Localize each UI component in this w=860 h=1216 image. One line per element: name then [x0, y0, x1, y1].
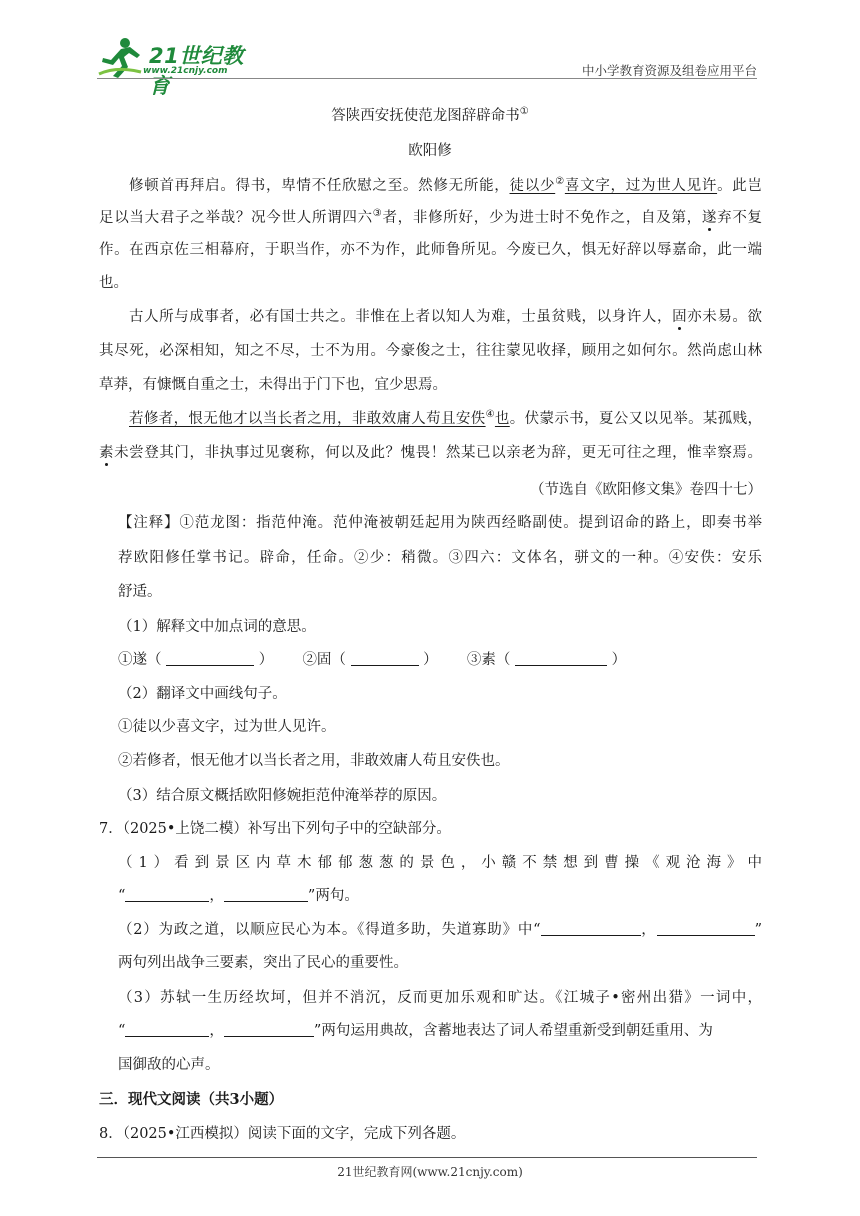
- p1-note-3: ③: [372, 208, 383, 219]
- q1-blank-1[interactable]: [166, 651, 254, 666]
- p1-l2-text-b: 者，非修所好，少为进士时不免作之，自及第，: [382, 210, 702, 226]
- dotted-word-sui: 遂: [701, 210, 718, 226]
- footer-divider: [97, 1157, 757, 1158]
- dotted-word-gu: 固: [672, 309, 688, 325]
- question-2-sentence-2: ②若修者，恨无他才以当长者之用，非敢效庸人苟且安佚也。: [118, 753, 510, 769]
- notes-line-3: 舒适。: [118, 584, 162, 600]
- p3-underline-a: 若修者，恨无他才以当长者之用，非敢效庸人苟且安佚: [129, 411, 486, 427]
- q7-2-comma: ，: [640, 922, 657, 938]
- p3-l2-text: 未尝登其门，非执事过见褒称，何以及此？愧畏！然某已以亲老为辞，更无可往之理，惟幸察焉。: [114, 445, 763, 461]
- title-note: ①: [519, 106, 529, 117]
- q7-1-close: ”两句。: [307, 888, 359, 904]
- question-1-prompt: （1）解释文中加点词的意思。: [118, 619, 316, 635]
- p3-underline-b: 也: [494, 411, 510, 427]
- p2-text-a: 古人所与成事者，必有国士共之。非惟在上者以知人为难，士虽贫贱，以身许人，: [129, 309, 673, 325]
- question-2-prompt: （2）翻译文中画线句子。: [118, 686, 287, 702]
- q7-1-comma: ，: [209, 888, 224, 904]
- p1-underline-a: 徒以少: [509, 178, 556, 194]
- logo: [97, 36, 257, 98]
- header-divider: [97, 78, 757, 79]
- paragraph-3-line-2: [99, 441, 762, 462]
- q7-3-blank-1[interactable]: [125, 1022, 209, 1037]
- q7-2-text: （2）为政之道，以顺应民心为本。《得道多助，失道寡助》中“: [118, 922, 541, 938]
- q7-2-blank-1[interactable]: [541, 921, 641, 936]
- q1-blank-3[interactable]: [515, 651, 607, 666]
- q1-item-1-close: ）: [258, 652, 274, 668]
- q7-2-blank-2[interactable]: [657, 921, 755, 936]
- dotted-word-su: 素: [99, 445, 115, 461]
- logo-text: 21世纪教育: [149, 44, 244, 98]
- q7-2-close: ”: [754, 922, 762, 938]
- q7-part-2-line-2: 两句列出战争三要素，突出了民心的重要性。: [118, 955, 408, 971]
- p2-text-b: 亦未易。欲: [687, 309, 763, 325]
- paragraph-1-line-3: 作。在西京佐三相幕府，于职当作，亦不为作，此师鲁所见。今废已久，惧无好辞以辱嘉命，此一端: [99, 242, 762, 258]
- q7-part-3-line-2: [118, 1019, 713, 1040]
- q7-1-open-quote: “: [118, 888, 126, 904]
- p3-text-c: 。伏蒙示书，夏公又以见举。某孤贱，: [509, 411, 763, 427]
- p1-note-2: ②: [555, 176, 565, 187]
- p1-l2-text-a: 足以当大君子之举哉？况今世人所谓四六: [99, 210, 373, 226]
- q7-part-3-line-3: 国御敌的心声。: [118, 1057, 220, 1073]
- q7-part-3-line-1: （3）苏轼一生历经坎坷，但并不消沉，反而更加乐观和旷达。《江城子•密州出猎》一词中，: [118, 990, 762, 1006]
- q1-item-2-close: ）: [423, 652, 438, 668]
- paragraph-2-line-3: 草莽，有慷慨自重之士，未得出于门下也，宜少思焉。: [99, 377, 447, 393]
- q7-part-1-line-1: （1）看到景区内草木郁郁葱葱的景色，小赣不禁想到曹操《观沧海》中: [118, 855, 762, 871]
- q7-1-blank-1[interactable]: [125, 887, 209, 902]
- q7-1-blank-2[interactable]: [224, 887, 308, 902]
- source-citation: （节选自《欧阳修文集》卷四十七）: [530, 482, 762, 498]
- q7-3-blank-2[interactable]: [224, 1022, 314, 1037]
- footer-text: 21世纪教育网(www.21cnjy.com): [337, 1165, 523, 1179]
- q1-item-2-label: ②固（: [302, 652, 346, 668]
- q1-item-3-close: ）: [611, 652, 627, 668]
- question-2-sentence-1: ①徒以少喜文字，过为世人见许。: [118, 719, 336, 735]
- notes-line-2: 荐欧阳修任掌书记。辟命，任命。②少：稍微。③四六：文体名，骈文的一种。④安佚：安乐: [118, 550, 762, 566]
- question-7-heading: 7．（2025•上饶二模）补写出下列句子中的空缺部分。: [99, 821, 451, 837]
- paragraph-1-line-1: [99, 174, 762, 195]
- title-text: 答陕西安抚使范龙图辞辟命书: [331, 108, 520, 124]
- p1-underline-b: 喜文字，过为世人见许: [564, 178, 718, 194]
- q1-item-3-label: ③素（: [466, 652, 511, 668]
- q7-3-close: ”两句运用典故，含蓄地表达了词人希望重新受到朝廷重用、为: [313, 1023, 713, 1039]
- q7-3-comma: ，: [209, 1023, 224, 1039]
- question-3-prompt: （3）结合原文概括欧阳修婉拒范仲淹举荐的原因。: [118, 788, 447, 804]
- article-author: 欧阳修: [408, 143, 452, 159]
- q7-part-2-line-1: [118, 918, 762, 939]
- notes-line-1: 【注释】①范龙图：指范仲淹。范仲淹被朝廷起用为陕西经略副使。提到诏命的路上，即奏书举: [118, 515, 762, 531]
- q7-part-1-line-2: [118, 884, 359, 905]
- p3-note-4: ④: [485, 409, 495, 420]
- p1-l2-text-c: 弃不复: [717, 210, 763, 226]
- question-8-heading: 8．（2025•江西模拟）阅读下面的文字，完成下列各题。: [99, 1126, 466, 1142]
- q7-3-open-quote: “: [118, 1023, 126, 1039]
- q1-item-1-label: ①遂（: [118, 652, 162, 668]
- article-title: [0, 104, 860, 125]
- paragraph-2-line-2: 其尽死，必深相知，知之不尽，士不为用。今豪俊之士，往往蒙见收择，顾用之如何尔。然尚虑山林: [99, 343, 762, 359]
- p1-text-a: 修顿首再拜启。得书，卑情不任欣慰之至。然修无所能，: [129, 178, 510, 194]
- platform-name: 中小学教育资源及组卷应用平台: [581, 63, 757, 78]
- paragraph-3-line-1: [99, 407, 762, 428]
- question-1-blanks: [118, 648, 626, 669]
- paragraph-2-line-1: [99, 305, 762, 326]
- paragraph-1-line-2: [99, 206, 762, 227]
- paragraph-1-line-4: 也。: [99, 275, 128, 291]
- logo-url: www.21cnjy.com: [143, 66, 228, 76]
- runner-logo-icon: [97, 36, 147, 80]
- page-header: [97, 34, 757, 98]
- q1-blank-2[interactable]: [351, 651, 419, 666]
- section-3-heading: 三．现代文阅读（共3小题）: [99, 1091, 284, 1108]
- p1-text-d: 。此岂: [717, 178, 763, 194]
